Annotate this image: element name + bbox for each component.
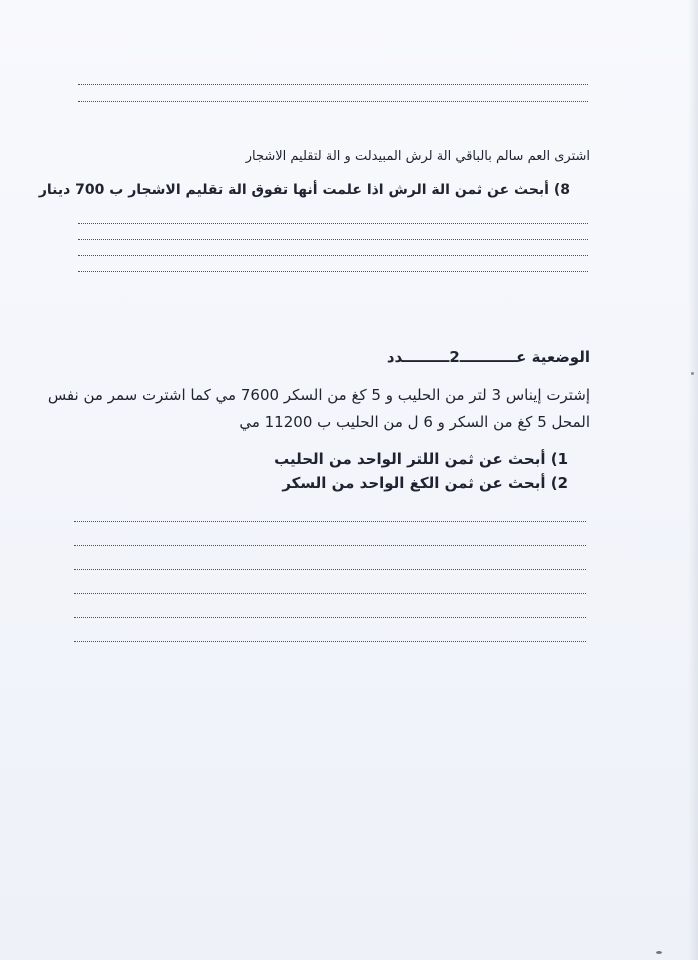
answer-line <box>78 84 588 85</box>
page-edge-shadow <box>688 0 698 960</box>
answer-line <box>78 101 588 102</box>
answer-line <box>74 617 586 618</box>
question-1: 1) أبحث عن ثمن اللتر الواحد من الحليب <box>274 450 568 468</box>
answer-line <box>74 545 586 546</box>
answer-line <box>78 223 588 224</box>
question-2: 2) أبحث عن ثمن الكغ الواحد من السكر <box>282 474 568 492</box>
answer-line <box>78 239 588 240</box>
answer-line <box>74 593 586 594</box>
situation-text-line-2: المحل 5 كغ من السكر و 6 ل من الحليب ب 11200 مي <box>239 413 590 431</box>
situation-title: الوضعية عـــــــــــ2ـــــــــدد <box>386 348 590 366</box>
answer-line <box>74 521 586 522</box>
answer-line <box>78 255 588 256</box>
scan-mark <box>656 951 662 954</box>
answer-line <box>78 271 588 272</box>
situation-text-line-1: إشترت إيناس 3 لتر من الحليب و 5 كغ من السكر 7600 مي كما اشترت سمر من نفس <box>47 386 590 404</box>
problem-statement: اشترى العم سالم بالباقي الة لرش المبيدلت و الة لتقليم الاشجار <box>245 149 590 164</box>
answer-line <box>74 569 586 570</box>
question-8: 8) أبحث عن ثمن الة الرش اذا علمت أنها تفوق الة تقليم الاشجار ب 700 دينار <box>38 182 570 198</box>
answer-line <box>74 641 586 642</box>
